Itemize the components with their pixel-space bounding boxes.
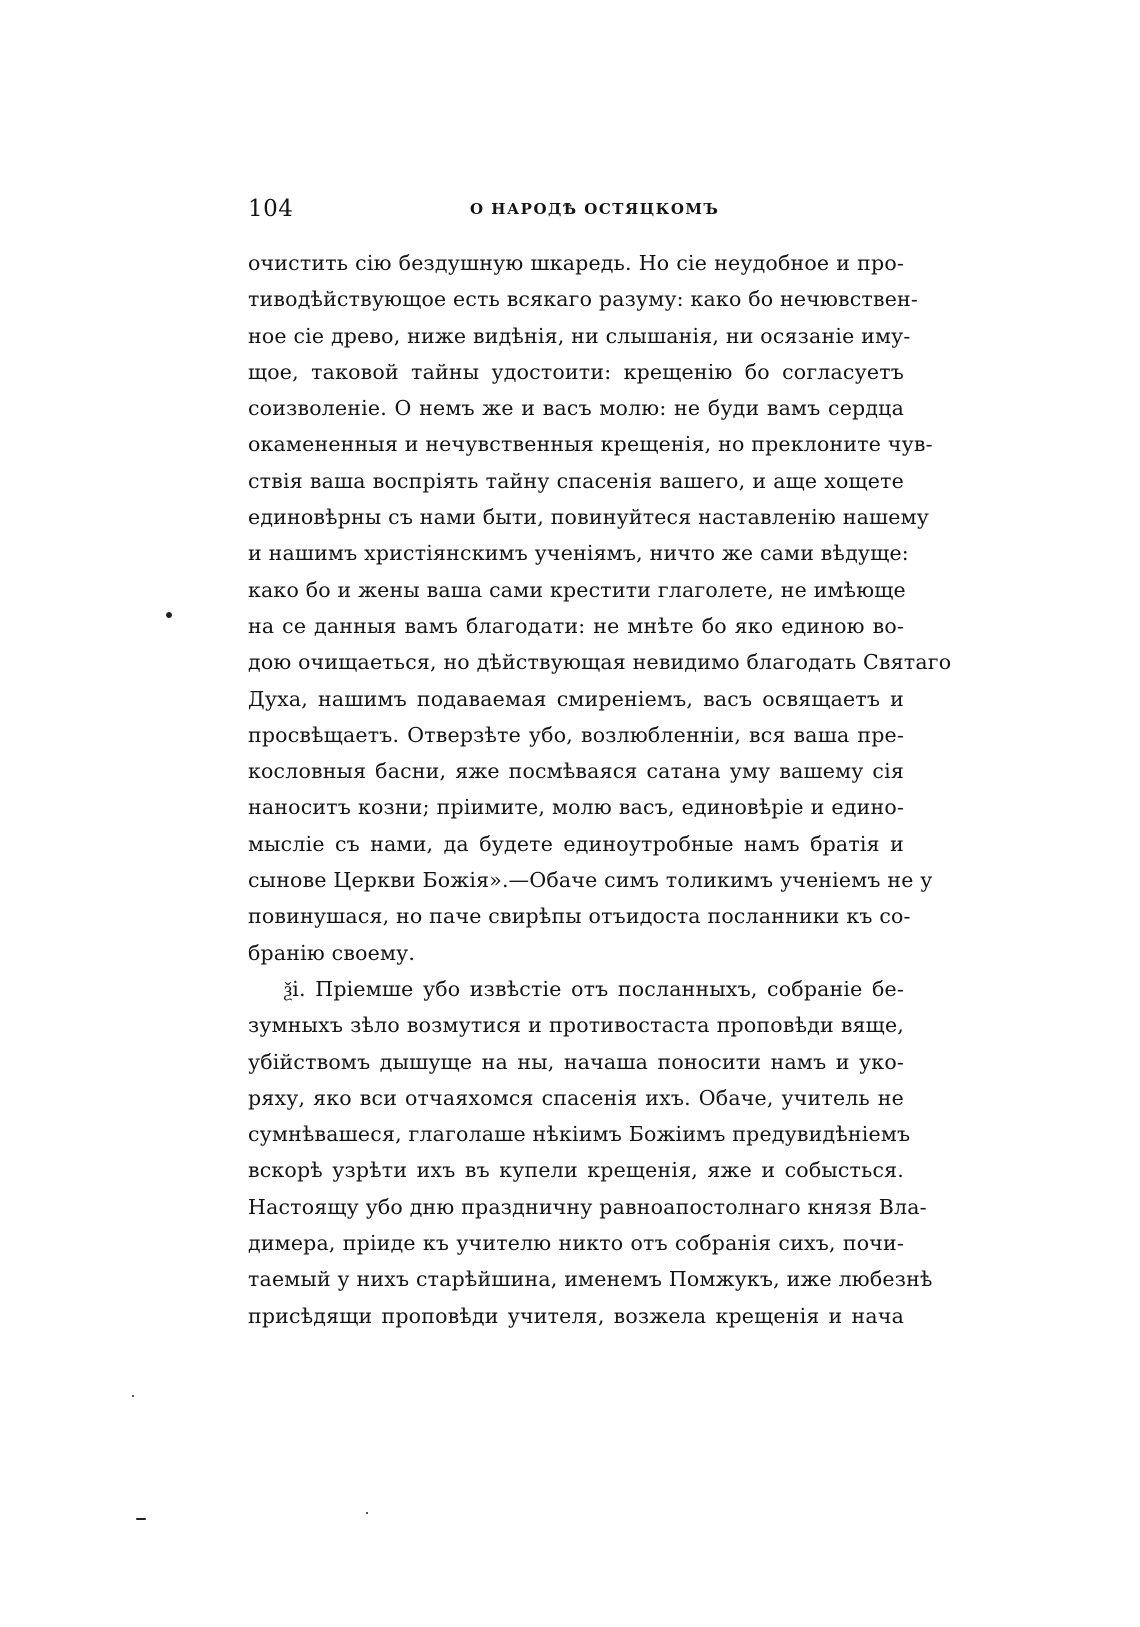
text-line: присѣдящи проповѣди учителя, возжела крещенія и нача xyxy=(248,1303,904,1328)
text-line: тиводѣйствующое есть всякаго разуму: како бо нечювствен- xyxy=(248,287,919,312)
text-line: убійствомъ дышуще на ны, начаша поносити намъ и уко- xyxy=(248,1049,904,1074)
text-line: бранію своему. xyxy=(248,940,416,965)
text-line: Настоящу убо дню праздничну равноапостолнаго князя Вла- xyxy=(248,1194,927,1219)
body-text xyxy=(248,245,952,1334)
text-line: просвѣщаетъ. Отверзѣте убо, возлюбленніи, вся ваша пре- xyxy=(248,722,904,747)
text-line: соизволеніе. О немъ же и васъ молю: не буди вамъ сердца xyxy=(248,396,904,421)
text-line: щое, таковой тайны удостоити: крещенію бо согласуетъ xyxy=(248,359,904,384)
text-line: ряху, яко вси отчаяхомся спасенія ихъ. Обаче, учитель не xyxy=(248,1085,904,1110)
page-number: 104 xyxy=(248,196,294,222)
text-line: наноситъ козни; пріимите, молю васъ, единовѣріе и едино- xyxy=(248,795,904,820)
page-header xyxy=(248,196,904,226)
text-line: зумныхъ зѣло возмутися и противостаста проповѣди вяще, xyxy=(248,1013,904,1038)
text-line: единовѣрны съ нами быти, повинуйтеся наставленію нашему xyxy=(248,505,929,530)
scan-speck xyxy=(366,1512,368,1514)
text-line: сумнѣвашеся, глаголаше нѣкіимъ Божіимъ предувидѣніемъ xyxy=(248,1122,911,1147)
text-line: таемый у нихъ старѣйшина, именемъ Помжукъ, иже любезнѣ xyxy=(248,1267,933,1292)
text-line: ствія ваша воспріять тайну спасенія вашего, и аще хощете xyxy=(248,468,904,493)
text-line: вскорѣ узрѣти ихъ въ купели крещенія, яже и собысться. xyxy=(248,1158,904,1183)
scan-speck xyxy=(166,612,172,618)
paragraph-start-line: ѯі. Пріемше убо извѣстіе отъ посланныхъ, собраніе бе- xyxy=(284,976,904,1001)
text-line: окамененныя и нечувственныя крещенія, но преклоните чув- xyxy=(248,432,933,457)
text-line: повинушася, но паче свирѣпы отъидоста посланники къ со- xyxy=(248,904,911,929)
text-line: на се данныя вамъ благодати: не мнѣте бо яко единою во- xyxy=(248,613,904,638)
text-line: ное сіе древо, ниже видѣнія, ни слышанія, ни осязаніе иму- xyxy=(248,323,911,348)
text-line: Духа, нашимъ подаваемая смиреніемъ, васъ освящаетъ и xyxy=(248,686,904,711)
text-line: сынове Церкви Божія».—Обаче симъ толикимъ ученіемъ не у xyxy=(248,868,933,893)
text-line: мысліе съ нами, да будете единоутробные намъ братія и xyxy=(248,831,904,856)
scan-speck xyxy=(136,1518,146,1520)
text-line: очистить сію бездушную шкаредь. Но сіе неудобное и про- xyxy=(248,251,904,275)
text-line: димера, пріиде къ учителю никто отъ собранія сихъ, почи- xyxy=(248,1231,904,1256)
text-line: и нашимъ христіянскимъ ученіямъ, ничто же сами вѣдуще: xyxy=(248,541,909,566)
text-line: дою очищаеться, но дѣйствующая невидимо благодать Святаго xyxy=(248,650,952,675)
text-line: како бо и жены ваша сами крестити глаголете, не имѣюще xyxy=(248,577,906,602)
scan-speck xyxy=(132,1395,134,1397)
text-line: кословныя басни, яже посмѣваяся сатана уму вашему сія xyxy=(248,759,904,784)
running-title: О НАРОДѢ ОСТЯЦКОМЪ xyxy=(470,200,720,218)
